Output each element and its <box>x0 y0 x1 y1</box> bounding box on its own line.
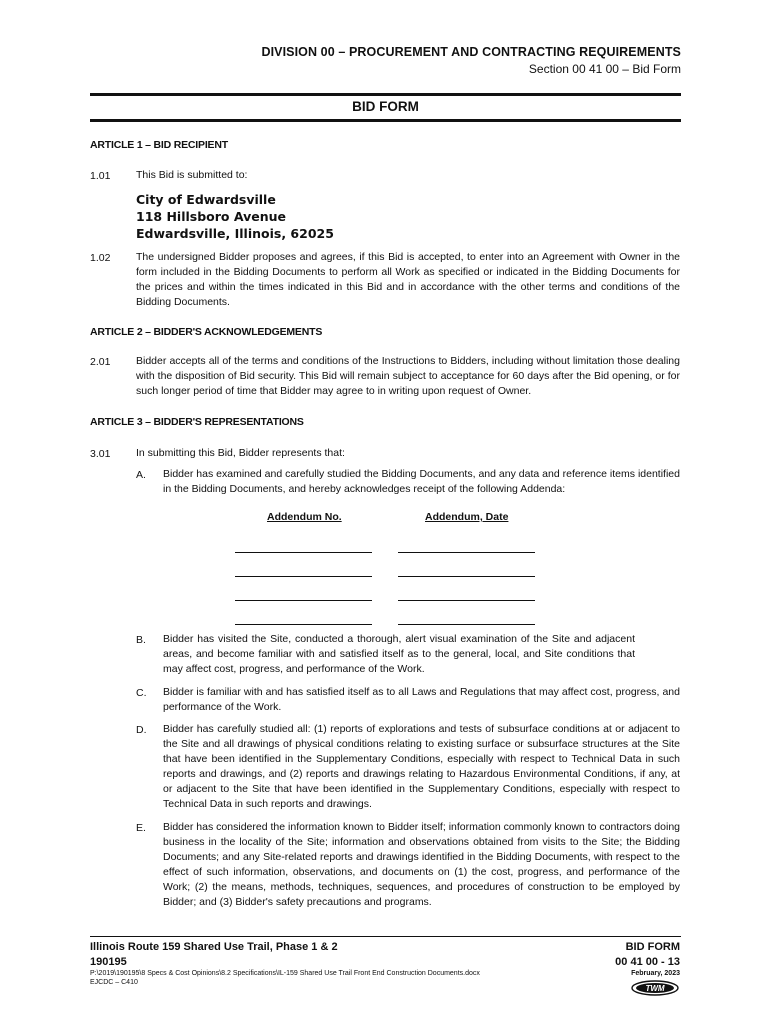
para-1-01: This Bid is submitted to: <box>136 169 248 181</box>
division-header: DIVISION 00 – PROCUREMENT AND CONTRACTING REQUIREMENTS <box>261 45 681 59</box>
addendum-date-blank[interactable] <box>398 552 535 553</box>
footer-form-reference: EJCDC – C410 <box>90 979 138 986</box>
title-top-rule <box>90 93 681 96</box>
footer-file-path: P:\2019\190195\8 Specs & Cost Opinions\8.2 Specifications\IL-159 Shared Use Trail Front End Construction Documents.docx <box>90 970 480 977</box>
article-2-heading: ARTICLE 2 – BIDDER'S ACKNOWLEDGEMENTS <box>90 326 323 338</box>
addendum-no-blank[interactable] <box>235 576 372 577</box>
addendum-date-header: Addendum, Date <box>425 511 509 523</box>
addendum-no-header: Addendum No. <box>267 511 342 523</box>
addendum-no-blank[interactable] <box>235 624 372 625</box>
footer-rule <box>90 936 681 937</box>
addendum-date-blank[interactable] <box>398 576 535 577</box>
item-letter: E. <box>136 822 146 834</box>
footer-page-number: 00 41 00 - 13 <box>615 956 680 968</box>
article-3-heading: ARTICLE 3 – BIDDER'S REPRESENTATIONS <box>90 416 304 428</box>
item-c-text: Bidder is familiar with and has satisfied itself as to all Laws and Regulations that may affect cost, progress, and performance of the Work. <box>163 686 680 713</box>
addendum-no-blank[interactable] <box>235 552 372 553</box>
para-number: 1.02 <box>90 252 111 264</box>
recipient-city: Edwardsville, Illinois, 62025 <box>136 226 334 241</box>
addendum-no-blank[interactable] <box>235 600 372 601</box>
section-header: Section 00 41 00 – Bid Form <box>528 62 681 76</box>
addendum-date-blank[interactable] <box>398 600 535 601</box>
item-b-text: Bidder has visited the Site, conducted a thorough, alert visual examination of the Site and adjacent areas, and become familiar with and satisfied itself as to the general, local, and Site conditions that may affect cost, progress, and performance of the Work. <box>163 633 635 675</box>
para-2-01: Bidder accepts all of the terms and conditions of the Instructions to Bidders, including without limitation those dealing with the disposition of Bid security. This Bid will remain subject to acceptance for 60 days after the Bid opening, or for such longer period of time that Bidder may agree to in writing upon request of Owner. <box>136 355 680 397</box>
item-letter: B. <box>136 634 146 646</box>
para-3-01: In submitting this Bid, Bidder represents that: <box>136 447 345 459</box>
para-1-02: The undersigned Bidder proposes and agrees, if this Bid is accepted, to enter into an Agreement with Owner in the form included in the Bidding Documents to perform all Work as specified or indicated in the Bidding Documents for the prices and within the times indicated in this Bid and in accordance with the other terms and conditions of the Bidding Documents. <box>136 251 680 308</box>
item-letter: D. <box>136 724 147 736</box>
footer-project-name: Illinois Route 159 Shared Use Trail, Phase 1 & 2 <box>90 941 338 953</box>
addendum-date-blank[interactable] <box>398 624 535 625</box>
article-1-heading: ARTICLE 1 – BID RECIPIENT <box>90 139 228 151</box>
para-number: 1.01 <box>90 170 111 182</box>
bid-recipient-address <box>136 191 334 242</box>
item-letter: C. <box>136 687 147 699</box>
logo-text: TWM <box>645 984 665 993</box>
item-d-text: Bidder has carefully studied all: (1) reports of explorations and tests of subsurface conditions at or adjacent to the Site and all drawings of physical conditions relating to existing surface or subsurface structures at the Site that have been identified in the Supplementary Conditions, especially with respect to Technical Data in such reports and drawings, and (2) reports and drawings relating to Hazardous Environmental Conditions, if any, at or adjacent to the Site that have been identified in the Supplementary Conditions, especially with respect to Technical Data in such reports and drawings. <box>163 723 680 810</box>
page-title: BID FORM <box>352 99 419 114</box>
para-number: 3.01 <box>90 448 111 460</box>
twm-logo <box>631 980 679 996</box>
item-a-text: Bidder has examined and carefully studied the Bidding Documents, and any data and reference items identified in the Bidding Documents, and hereby acknowledges receipt of the following Addenda: <box>163 468 680 495</box>
footer-project-number: 190195 <box>90 956 127 968</box>
item-letter: A. <box>136 469 146 481</box>
para-number: 2.01 <box>90 356 111 368</box>
title-bottom-rule <box>90 119 681 122</box>
recipient-name: City of Edwardsville <box>136 192 276 207</box>
footer-date: February, 2023 <box>631 970 680 977</box>
recipient-street: 118 Hillsboro Avenue <box>136 209 286 224</box>
footer-doc-title: BID FORM <box>625 941 680 953</box>
item-e-text: Bidder has considered the information known to Bidder itself; information commonly known to contractors doing business in the locality of the Site; information and observations obtained from visits to the Site; the Bidding Documents; and any Site-related reports and drawings identified in the Bidding Documents, with respect to the effect of such information, observations, and documents on (1) the cost, progress, and performance of the Work; (2) the means, methods, techniques, sequences, and procedures of construction to be employed by Bidder; and (3) Bidder's safety precautions and programs. <box>163 821 680 908</box>
